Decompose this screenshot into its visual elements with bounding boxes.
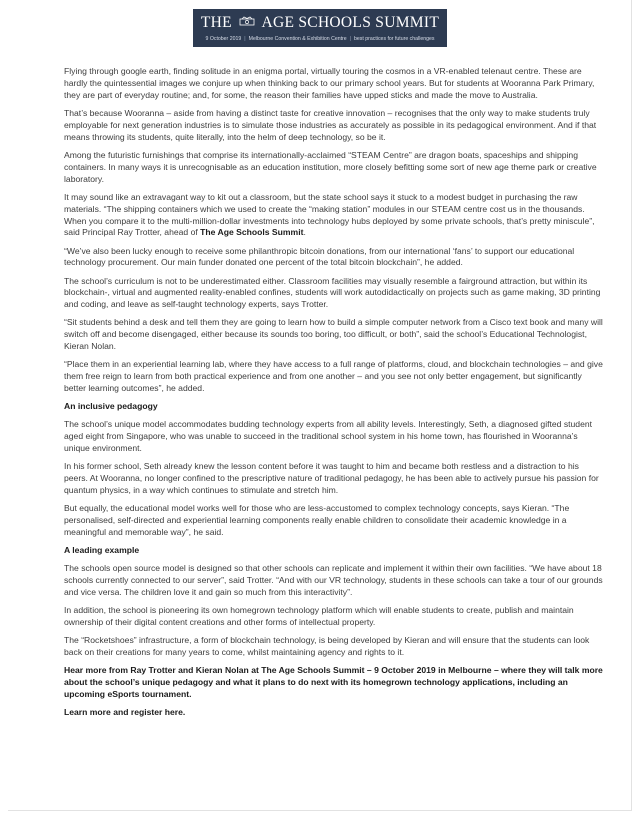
summit-banner[interactable] <box>193 9 447 47</box>
paragraph: The school’s curriculum is not to be underestimated either. Classroom facilities may visually resemble a fairground attraction, but within its blockchain-, virtual and augmented reality-enabled confines, students will work autodidactically on projects such as game making, 3D printing and coding, and leave as self-taught technology experts, says Trotter. <box>64 275 601 310</box>
summit-name: The Age Schools Summit <box>200 227 304 238</box>
register-link[interactable]: Learn more and register here. <box>64 706 186 717</box>
paragraph: That’s because Wooranna – aside from having a distinct taste for creative innovation – recognises that the only way to make students truly employable for next generation industries is to simulate those industries as accurately as possible in its pedagogical environment. And if that means throwing its students, quite literally, into the helm of deep technology, so be it. <box>64 107 597 142</box>
section-heading: A leading example <box>64 544 140 555</box>
paragraph: “We’ve also been lucky enough to receive some philanthropic bitcoin donations, from our international ‘fans’ to support our educational technology procurement. Our main funder donated one percent of the total bitcoin blockchain”, he added. <box>64 245 575 268</box>
banner-date: 9 October 2019 <box>205 36 242 42</box>
banner-tagline: best practices for future challenges <box>354 36 435 42</box>
paragraph: But equally, the educational model works well for those who are less-accustomed to complex technology concepts, says Kieran. “The personalised, self-directed and experiential learning components really enable children to consolidate their academic knowledge in a meaningful and memorable way”, he said. <box>64 502 570 537</box>
banner-title <box>193 13 447 32</box>
banner-title-the: THE <box>200 14 232 31</box>
paragraph <box>64 192 604 240</box>
paragraph: The school’s unique model accommodates budding technology experts from all ability levels. Interestingly, Seth, a diagnosed gifted student aged eight from Singapore, who was unable to succeed in the traditional school system in his home town, has flourished in Wooranna’s unique environment. <box>64 419 593 453</box>
paragraph: The “Rocketshoes” infrastructure, a form of blockchain technology, is being developed by Kieran and will ensure that the students can look back on their creations for many years to come, whilst maintaining agency and rights to it. <box>64 634 590 657</box>
paragraph: In his former school, Seth already knew the lesson content before it was taught to him and became both restless and a distraction to his peers. At Wooranna, no longer confined to the prescriptive nature of traditional pedagogy, he has been able to actively pursue his passion for quantum physics, in a way which continues to stimulate and stretch him. <box>64 461 599 495</box>
article-body <box>64 66 604 725</box>
banner-venue: Melbourne Convention & Exhibition Centre <box>248 36 347 42</box>
section-heading: An inclusive pedagogy <box>64 401 158 412</box>
paragraph: “Sit students behind a desk and tell them they are going to learn how to build a simple computer network from a Cisco text book and many will switch off and become disengaged, either because its sounds too boring, too difficult, or both”, said the school’s Educational Technologist, Kieran Nolan. <box>64 317 603 352</box>
paragraph: Among the futuristic furnishings that comprise its internationally-acclaimed “STEAM Centre” are dragon boats, spaceships and shipping containers. In many ways it is unrecognisable as an education institution, more closely befitting some sort of new age theme park or creative laboratory. <box>64 149 597 184</box>
closing-callout: Hear more from Ray Trotter and Kieran Nolan at The Age Schools Summit – 9 October 2019 in Melbourne – where they will talk more about the school’s unique pedagogy and what it plans to do next with its homegrown technology applications, including an upcoming eSports tournament. <box>64 664 603 699</box>
paragraph: Flying through google earth, finding solitude in an enigma portal, virtually touring the cosmos in a VR-enabled telenaut centre. These are hardly the quintessential images we conjure up when thinking back to our primary school years. But for students at Wooranna Park Primary, they are part of everyday routine; and, for some, the reason their families have upped sticks and made the move to Australia. <box>64 66 595 100</box>
banner-title-rest: AGE SCHOOLS SUMMIT <box>261 14 440 31</box>
banner-subtitle: 9 October 2019 | Melbourne Convention & Exhibition Centre | best practices for future challenges <box>205 36 435 42</box>
crest-icon <box>239 13 255 23</box>
paragraph: “Place them in an experiential learning lab, where they have access to a full range of platforms, cloud, and blockchain technologies – and give them free reign to learn from both practical experience and from one another – and you see not only better engagement, but significantly better learning outcomes”, he added. <box>64 359 603 394</box>
paragraph-text: It may sound like an extravagant way to kit out a classroom, but the state school says it stuck to a modest budget in purchasing the raw materials. “The shipping containers which we used to create the “making station” modules in our STEAM centre cost us in the thousands. When you compare it to the multi-million-dollar investments into technology hubs deployed by some private schools, that’s pretty miniscule”, said Principal Ray Trotter, ahead of <box>64 191 595 238</box>
paragraph: In addition, the school is pioneering its own homegrown technology platform which will enable students to create, publish and maintain ownership of their digital content creations and other forms of intellectual property. <box>64 604 574 627</box>
paragraph-end: . <box>303 227 306 238</box>
paragraph <box>64 707 604 719</box>
paragraph: The schools open source model is designed so that other schools can replicate and implement it within their own facilities. “We have about 18 schools currently connected to our server”, said Trotter. “And with our VR technology, students in these schools can take a tour of our grounds and vice versa. The children love it and gain so much from this interactivity”. <box>64 562 603 597</box>
